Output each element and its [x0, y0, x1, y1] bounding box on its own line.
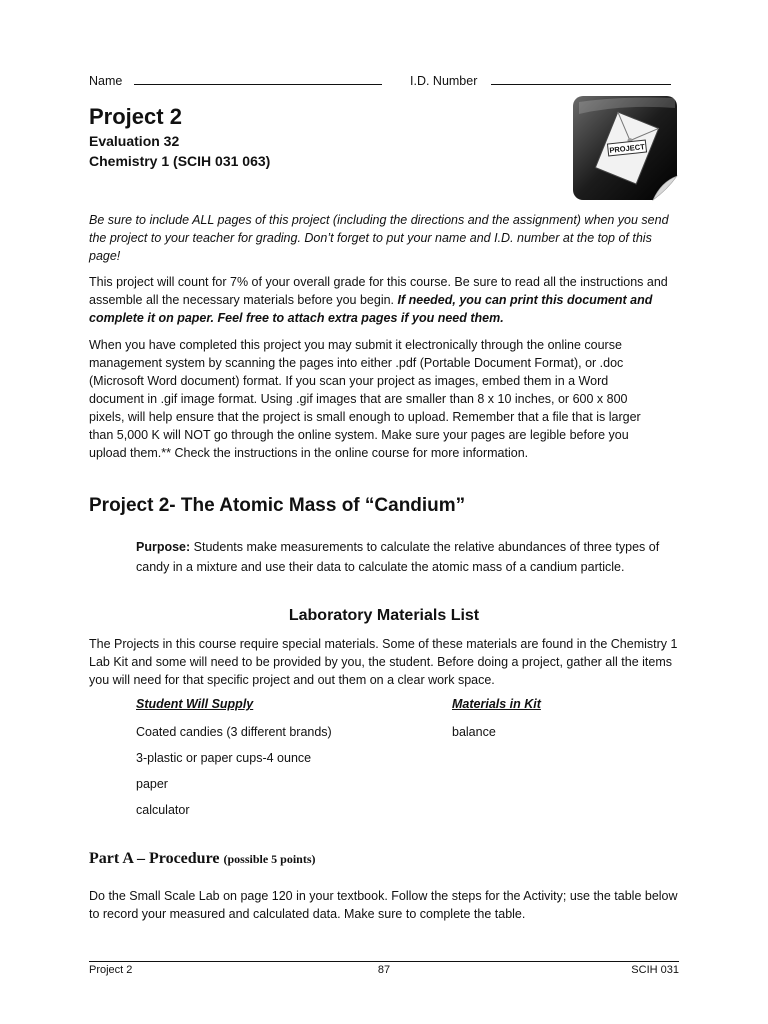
grade-paragraph [89, 273, 675, 327]
submission-line: than 5,000 K will NOT go through the online system. Make sure your pages are legible before you [89, 428, 629, 442]
course-label: Chemistry 1 (SCIH 031 063) [89, 153, 271, 169]
italic-note: Be sure to include ALL pages of this project (including the directions and the assignment) when you send the project to your teacher for grading. Don’t forget to put your name and I.D. number at the top of this page! [89, 213, 669, 263]
student-item: Coated candies (3 different brands) [136, 725, 332, 739]
submission-line: (Microsoft Word document) format. If you scan your project as images, embed them in a Word [89, 374, 609, 388]
submission-line: pixels, will help ensure that the project is small enough to upload. Remember that a file that is larger [89, 410, 641, 424]
student-item: calculator [136, 803, 190, 817]
name-label: Name [89, 74, 123, 88]
materials-heading: Laboratory Materials List [288, 607, 480, 624]
footer-page-number: 87 [377, 964, 391, 976]
submission-line: upload them.** Check the instructions in the online course for more information. [89, 446, 529, 460]
part-a-text: Do the Small Scale Lab on page 120 in your textbook. Follow the steps for the Activity; use the table below to record your measured and calculated data. Make sure to complete the table. [89, 889, 678, 921]
id-label: I.D. Number [410, 74, 478, 88]
grade-paragraph-bold: If needed, you can print this document and complete it on paper. Feel free to attach extra pages if you need them. [89, 293, 653, 325]
submission-line: document in .gif image format. Using .gif images that are smaller than 8 x 10 inches, or 600 x 800 [89, 392, 628, 406]
project-logo [571, 94, 683, 206]
materials-intro: The Projects in this course require special materials. Some of these materials are found in the Chemistry 1 Lab Kit and some will need to be provided by you, the student. Before doing a project, gather all the items you will need for that specific project and out them on a clear work space. [89, 637, 678, 687]
page-title: Project 2 [89, 104, 182, 129]
logo-text: PROJECT [608, 142, 646, 155]
purpose-paragraph [136, 537, 678, 577]
student-item: 3-plastic or paper cups-4 ounce [136, 751, 312, 765]
part-a-title: Part A – Procedure [89, 850, 220, 867]
student-item: paper [136, 777, 168, 791]
student-supply-header: Student Will Supply [136, 697, 254, 711]
envelope-icon [571, 94, 683, 206]
id-blank[interactable] [491, 71, 671, 85]
kit-materials-header: Materials in Kit [452, 697, 541, 711]
evaluation-label: Evaluation 32 [89, 133, 180, 149]
kit-item: balance [452, 725, 496, 739]
name-label-row [89, 71, 382, 90]
section-heading: Project 2- The Atomic Mass of “Candium” [89, 495, 466, 516]
id-label-row [410, 71, 671, 90]
footer-right: SCIH 031 [631, 964, 679, 976]
part-a-points: (possible 5 points) [223, 852, 316, 866]
name-blank[interactable] [134, 71, 382, 85]
submission-paragraph [89, 336, 689, 462]
footer-divider [89, 961, 679, 962]
part-a-heading [89, 850, 316, 868]
footer-left: Project 2 [89, 964, 133, 976]
submission-line: management system by scanning the pages into either .pdf (Portable Document Format), or .doc [89, 356, 624, 370]
purpose-label: Purpose: [136, 540, 191, 554]
grade-paragraph-text: This project will count for 7% of your overall grade for this course. Be sure to read all the instructions and assemble all the necessary materials before you begin. [89, 275, 668, 307]
submission-line: When you have completed this project you may submit it electronically through the online course [89, 338, 622, 352]
purpose-text: Students make measurements to calculate the relative abundances of three types of candy in a mixture and use their data to calculate the atomic mass of a candium particle. [136, 540, 660, 574]
